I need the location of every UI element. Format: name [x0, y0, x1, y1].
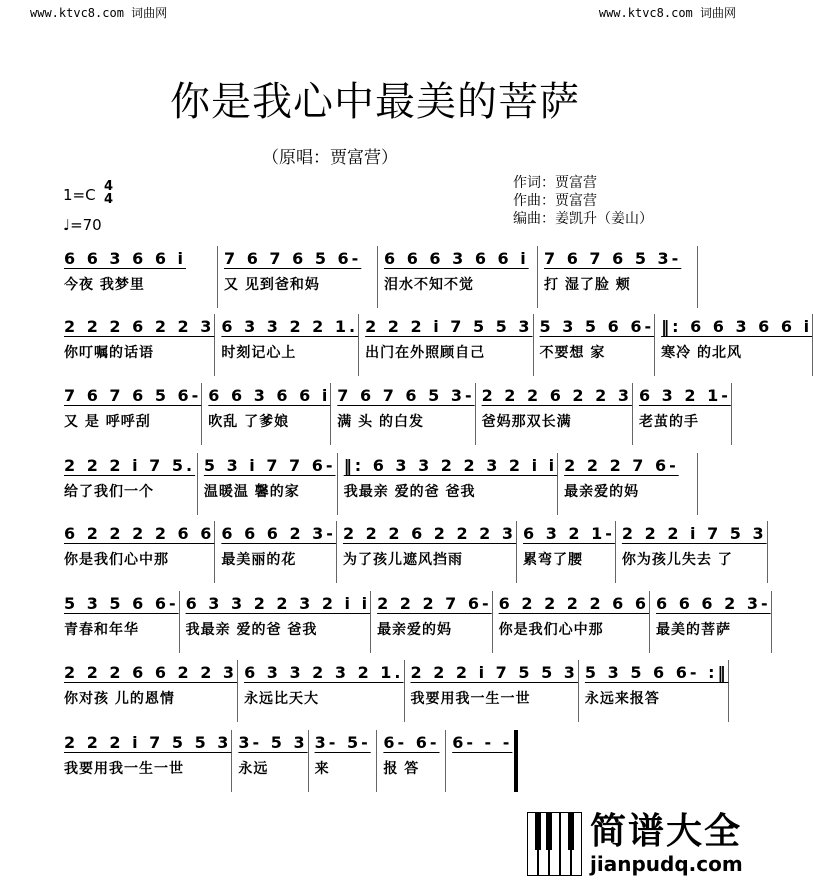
measure: [538, 246, 698, 308]
time-signature: [104, 180, 113, 206]
score-line: [58, 246, 698, 308]
measure-lyrics: 永远: [238, 761, 269, 777]
measure: [238, 660, 404, 722]
measure-notes: 2 2 2 i 7 5 5 3: [410, 663, 578, 682]
measure: [58, 660, 238, 722]
measure-notes: 6 6 6 3 6 6 i: [384, 249, 529, 268]
measure-lyrics: 泪水不知不觉: [384, 277, 474, 293]
measure-notes: 6 3 3 2 3 2 1.: [244, 663, 404, 682]
measure-lyrics: 报 答: [383, 761, 420, 777]
measure-notes: 2 2 2 i 7 5.: [64, 456, 196, 475]
measure-lyrics: 温暖温 馨的家: [203, 484, 300, 500]
measure-notes: 6- - -: [452, 733, 513, 752]
measure-lyrics: 满 头 的白发: [337, 414, 425, 430]
measure-notes: 5 3 5 6 6- :‖: [584, 663, 729, 682]
score-line: [58, 591, 771, 653]
measure-notes: 6 3 3 2 2 1.: [221, 317, 359, 336]
measure-notes: 7 6 7 6 5 3-: [337, 386, 475, 405]
measure: [337, 521, 517, 583]
logo-url: jianpudq.com: [590, 852, 743, 876]
score-line: [58, 730, 518, 792]
measure-lyrics: 你对孩 儿的恩情: [64, 691, 175, 707]
measure: [378, 246, 538, 308]
measure-notes: 6 2 2 2 2 6 6: [498, 594, 650, 613]
measure: [58, 383, 202, 445]
measure: [58, 453, 198, 515]
measure: [476, 383, 633, 445]
measure-lyrics: 永远来报答: [584, 691, 660, 707]
time-top: 4: [104, 179, 114, 194]
measure-lyrics: 为了孩儿遮风挡雨: [342, 552, 463, 568]
measure-lyrics: 吹乱 了爹娘: [208, 414, 290, 430]
measure: [331, 383, 475, 445]
measure: [405, 660, 579, 722]
measure-lyrics: 你叮嘱的话语: [64, 345, 154, 361]
measure-notes: 6 6 3 6 6 i: [208, 386, 331, 405]
measure: [58, 591, 180, 653]
measure-notes: 6 6 3 6 6 i: [64, 249, 186, 268]
measure: [218, 246, 378, 308]
measure-notes: 6- 6-: [383, 733, 440, 752]
measure-notes: 2 2 2 6 2 2 3: [64, 317, 215, 336]
measure: [655, 314, 813, 376]
score-line: [58, 314, 813, 376]
measure: [534, 314, 656, 376]
score-line: [58, 453, 698, 515]
measure-lyrics: 又 见到爸和妈: [224, 277, 320, 293]
measure-lyrics: 青春和年华: [64, 622, 139, 638]
measure-lyrics: 永远比天大: [244, 691, 320, 707]
measure-notes: 6 6 6 2 3-: [656, 594, 771, 613]
measure-lyrics: 打 湿了脸 颊: [544, 277, 631, 293]
measure-lyrics: 又 是 呼呼刮: [64, 414, 151, 430]
measure-lyrics: 给了我们一个: [64, 484, 154, 500]
song-title: 你是我心中最美的菩萨: [170, 79, 580, 125]
measure-lyrics: 时刻记心上: [221, 345, 297, 361]
measure-notes: 6 3 3 2 2 3 2 i i: [185, 594, 371, 613]
time-bottom: 4: [104, 192, 114, 207]
measure-notes: 3- 5 3: [238, 733, 308, 752]
measure: [198, 453, 338, 515]
measure: [58, 730, 232, 792]
measure-lyrics: 最亲爱的妈: [377, 622, 453, 638]
measure-notes: 2 2 2 i 7 5 3: [621, 524, 767, 543]
measure-notes: ‖: 6 6 3 6 6 i: [661, 317, 813, 336]
measure-lyrics: 来: [314, 761, 330, 777]
measure-lyrics: 今夜 我梦里: [64, 277, 145, 293]
measure: [371, 591, 493, 653]
measure-notes: 2 2 2 7 6-: [377, 594, 492, 613]
measure-lyrics: 我最亲 爱的爸 爸我: [343, 484, 476, 500]
measure-lyrics: 我最亲 爱的爸 爸我: [185, 622, 318, 638]
measure-lyrics: 最美丽的花: [221, 552, 297, 568]
measure-notes: 6 3 2 1-: [638, 386, 731, 405]
credit-composer: 作曲：贾富营: [513, 193, 597, 209]
score-line: [58, 521, 767, 583]
measure-lyrics: 你为孩儿失去 了: [621, 552, 733, 568]
measure-notes: 2 2 2 6 2 2 2 3: [342, 524, 517, 543]
measure-lyrics: 你是我们心中那: [64, 552, 169, 568]
tempo: ♩=70: [63, 216, 102, 234]
measure: [309, 730, 378, 792]
measure-notes: 2 2 2 7 6-: [564, 456, 679, 475]
measure-notes: 2 2 2 i 7 5 5 3: [64, 733, 232, 752]
measure: [377, 730, 446, 792]
measure-notes: 6 6 6 2 3-: [221, 524, 336, 543]
measure: [215, 521, 337, 583]
measure-notes: 2 2 2 6 6 2 2 3: [64, 663, 238, 682]
measure-notes: 7 6 7 6 5 6-: [224, 249, 362, 268]
logo-title: 简谱大全: [590, 811, 743, 852]
measure: [202, 383, 331, 445]
credit-lyricist: 作词：贾富营: [513, 175, 597, 191]
measure-notes: 6 2 2 2 2 6 6: [64, 524, 215, 543]
measure-notes: 7 6 7 6 5 6-: [64, 386, 202, 405]
measure-notes: 5 3 i 7 7 6-: [203, 456, 336, 475]
measure: [359, 314, 533, 376]
measure-lyrics: 最美的菩萨: [656, 622, 732, 638]
measure: [633, 383, 732, 445]
measure-notes: 7 6 7 6 5 3-: [544, 249, 682, 268]
measure-lyrics: 最亲爱的妈: [564, 484, 640, 500]
watermark-left: www.ktvc8.com 词曲网: [30, 6, 168, 20]
measure: [616, 521, 768, 583]
key-signature: 1=C: [63, 186, 96, 204]
measure-lyrics: 不要想 家: [539, 345, 606, 361]
measure: [558, 453, 698, 515]
original-singer: （原唱：贾富营）: [262, 148, 398, 168]
measure: [517, 521, 616, 583]
measure-lyrics: 出门在外照顾自己: [365, 345, 486, 361]
logo: [527, 812, 743, 876]
measure: [180, 591, 371, 653]
measure: [579, 660, 730, 722]
measure: [338, 453, 558, 515]
measure-lyrics: 老茧的手: [638, 414, 699, 430]
measure-lyrics: 我要用我一生一世: [410, 691, 531, 707]
measure: [493, 591, 650, 653]
measure: [58, 521, 215, 583]
measure: [650, 591, 772, 653]
measure: [58, 246, 218, 308]
piano-keys-icon: [527, 812, 582, 874]
measure-notes: 5 3 5 6 6-: [539, 317, 655, 336]
measure-notes: 6 3 2 1-: [523, 524, 615, 543]
measure-notes: 2 2 2 i 7 5 5 3: [365, 317, 533, 336]
measure: [232, 730, 308, 792]
measure-lyrics: 寒冷 的北风: [661, 345, 742, 361]
measure-notes: 2 2 2 6 2 2 3: [481, 386, 632, 405]
measure-notes: ‖: 6 3 3 2 2 3 2 i i: [343, 456, 558, 475]
measure-lyrics: 你是我们心中那: [498, 622, 604, 638]
score-line: [58, 660, 729, 722]
measure: [215, 314, 359, 376]
score-line: [58, 383, 731, 445]
watermark-right: www.ktvc8.com 词曲网: [598, 6, 736, 20]
measure: [446, 730, 518, 792]
credit-arranger: 编曲：姜凯升（姜山）: [513, 211, 653, 227]
measure-lyrics: 累弯了腰: [523, 552, 584, 568]
measure-notes: 5 3 5 6 6-: [64, 594, 179, 613]
measure-lyrics: 爸妈那双长满: [481, 414, 572, 430]
measure: [58, 314, 215, 376]
measure-lyrics: 我要用我一生一世: [64, 761, 184, 777]
measure-notes: 3- 5-: [314, 733, 371, 752]
